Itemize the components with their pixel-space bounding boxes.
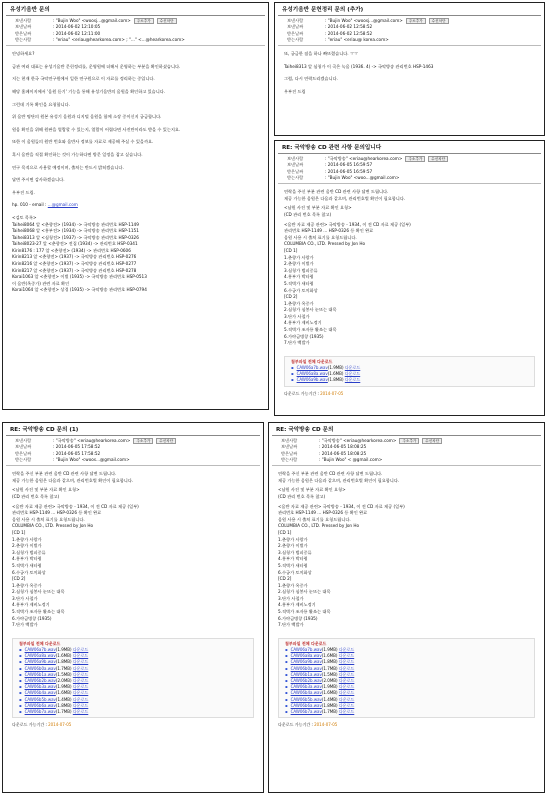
attachment-file-link[interactable]: CAW06a8a.wav [24,653,56,659]
list-item: Taihei8313 앞 <심청전> (1937) -> 국악방송 관리번호 HSP-0326 [12,234,139,240]
header-value: : "eriau" <eriau@ korea.com> [325,36,389,42]
text-line: 7.단가 백발가 [12,622,38,628]
attachment-file-link[interactable]: CAW06b5b.wav [24,696,56,702]
text-line: 1.춘향가 사랑가 [284,254,314,260]
text-line: 1.춘향가 옥중가 [278,582,308,588]
list-item: Kirin8217 앞 <춘향전> (1937) -> 국악방송 관리번호 HSP-0278 [12,267,137,273]
file-size: (1.6MB) [321,653,338,659]
download-period: 다운로드 가능기간 : 2014-07-05 [12,722,72,728]
header-label: 보낸날짜 [287,162,304,168]
text-line: 제공 가능한 음원은 다음과 같으며, 관리번호별 확인이 필요합니다. [284,195,406,201]
text-line: 4.흥부가 박타령 [284,274,314,280]
attachment-file-link[interactable]: CAW06b0a.wav [24,665,56,671]
text-line: 혹시 음반을 직접 확인하는 것이 가능하다면 방문 일정을 잡고 싶습니다. [12,151,143,157]
attachment-file-link[interactable]: CAW06a9b.wav [296,377,328,383]
attachment-box [278,638,535,718]
text-line: 2.춘향가 이별가 [284,261,314,267]
text-line: (CD 관리 번호 목록 참고) [278,493,326,499]
email-panel-reply-3 [268,422,545,793]
email-panel-reply-1 [274,140,545,416]
file-size: (1.7MB) [321,709,338,715]
download-link[interactable]: 다운로드 [72,671,89,677]
list-item: Kirin8176 : 177 앞 <춘향전> (1934) -> 관리번호 HSP-0606 [12,247,131,253]
header-label: 보낸날짜 [15,24,32,30]
text-line: 2.춘향가 이별가 [12,543,42,549]
header-value: : "국악방송" <eriau@hearkorea.com> [319,438,397,443]
file-size: (1.8MB) [55,702,72,708]
attachment-box [284,356,535,387]
text-line: Taihei8313 앞 심청가 이 곡은 녹음 (1936. 4) -> 국악방송 관리번호 HSP-1463 [284,63,434,69]
email-subject: 유성기음반 문헌정리 문의 (추가) [278,3,541,16]
attachment-file-link[interactable]: CAW06a8a.wav [296,371,328,377]
add-address-button[interactable]: 주소추가 [134,18,154,24]
header-row [15,37,259,43]
header-value: : 2014-06-05 17:58:52 [53,450,101,456]
file-size: (1.5MB) [321,671,338,677]
email-subject: RE: 국악방송 CD 문의 [272,423,541,436]
attachment-file-link[interactable]: CAW06b3a.wav [24,684,56,690]
text-line: 2.심청가 심봉사 눈뜨는 대목 [284,307,337,313]
file-size: (1.5MB) [55,671,72,677]
header-value: : 2014-06-05 16:59:57 [325,168,373,174]
list-item: Taihei8023-27 앞 <춘향전> 전집 (1934) -> 관리번호 HSP-0341 [12,241,138,247]
download-link[interactable]: 다운로드 [338,665,355,671]
file-size: (1.7MB) [55,665,72,671]
block-sender-button[interactable]: 수신차단 [157,18,177,24]
attachment-file-link[interactable]: CAW06a9b.wav [290,659,322,665]
download-link[interactable]: 다운로드 [338,678,355,684]
text-line: (CD 관리 번호 목록 참고) [12,493,60,499]
text-line: 1.춘향가 사랑가 [278,536,308,542]
email-link[interactable]: ...@gmail.com [47,202,78,208]
file-size: (1.8MB) [321,659,338,665]
text-line: 그럼, 다시 연락드리겠습니다. [284,76,338,82]
download-link[interactable]: 다운로드 [338,653,355,659]
attachment-file-link[interactable]: CAW06b7a.wav [290,709,322,715]
attachment-header: 첨부파일 전체 다운로드 [285,640,327,646]
attachment-file-link[interactable]: CAW06b4a.wav [290,690,322,696]
header-label: 받은날짜 [281,450,298,456]
text-line: 음원 사용 시 출처 표기를 요청드립니다. [278,516,351,522]
text-line: 연락을 주신 부분 관련 음반 CD 관련 사항 답변 드립니다. [12,471,117,477]
email-body [3,466,263,634]
text-line: 4.흥부가 제비노정기 [278,602,316,608]
text-line: 우부진 드림 [284,88,306,94]
file-size: (1.7MB) [321,665,338,671]
text-line: 그런데 기록 확인을 요청합니다. [12,101,70,107]
file-size: (1.8MB) [321,702,338,708]
text-line: 2.심청가 심봉사 눈뜨는 대목 [12,589,65,595]
email-panel-inquiry [2,2,269,410]
attachment-item [291,377,528,383]
text-line: 해당 홈페이지에서 '음원 듣기' 기능을 통해 유성기음반의 음원을 확인하고 있습니다. [12,88,166,94]
file-size: (1.6MB) [321,690,338,696]
text-line: 제공 가능한 음원은 다음과 같으며, 관리번호별 확인이 필요합니다. [12,477,134,483]
header-value: : 2014-06-05 18:08:25 [319,450,367,456]
attachment-file-link[interactable]: CAW06a8a.wav [290,653,322,659]
file-size: (1.9MB) [321,647,338,653]
email-subject: RE: 국악방송 CD 관련 사항 문의입니다 [278,141,541,154]
text-line: 1.춘향가 옥중가 [12,582,42,588]
text-line: COLUMBIA CO., LTD. Pressed by Jon Ho [284,241,366,247]
header-label: 보낸날짜 [281,444,298,450]
file-size: (1.6MB) [327,371,344,377]
attachment-item [19,709,247,715]
header-value: : "Bujin Woo" <woo...@gmail.com> [325,174,400,180]
download-link[interactable]: 다운로드 [72,684,89,690]
download-link[interactable]: 다운로드 [344,371,361,377]
download-link[interactable]: 다운로드 [344,365,361,371]
header-value: : 2014-06-02 12:58:52 [325,30,373,36]
text-line: 6.가야금병창 (1935) [12,615,52,621]
download-link[interactable]: 다운로드 [338,659,355,665]
header-label: 받은날짜 [15,450,32,456]
attachment-file-link[interactable]: CAW06b6a.wav [24,702,56,708]
attachment-file-link[interactable]: CAW06b2b.wav [290,678,322,684]
file-size: (1.9MB) [55,684,72,690]
file-size: (1.4MB) [55,696,72,702]
email-body [3,46,268,299]
text-line: COLUMBIA CO., LTD. Pressed by Jon Ho [278,523,360,529]
header-value: : "국악방송" <eriau@hearkorea.com> [53,438,131,443]
header-value: : 2014-06-05 16:59:57 [325,162,373,168]
text-line: 4.흥부가 제비노정기 [284,320,322,326]
text-line: 연락을 주신 부분 관련 음반 CD 관련 사항 답변 드립니다. [278,471,383,477]
file-size: (1.6MB) [55,653,72,659]
attachment-file-link[interactable]: CAW06b1a.wav [290,671,322,677]
text-line: 6.가야금병창 (1935) [278,615,318,621]
download-link[interactable]: 다운로드 [338,671,355,677]
list-item: Korai1063 앞 <춘향전> 이별 (1935) -> 국악방송 관리번호 HSP-0513 [12,274,147,280]
download-link[interactable]: 다운로드 [72,678,89,684]
header-label: 보낸사람 [15,18,32,23]
text-line: 또한 이 음원들의 원반 번호와 음반사 정보를 자료로 제공해 주실 수 있을까요. [12,139,154,145]
email-header [6,16,265,46]
attachment-file-link[interactable]: CAW06b2b.wav [24,678,56,684]
header-label: 보낸날짜 [287,24,304,30]
header-label: 받는사람 [281,456,298,462]
header-label: 보낸사람 [287,18,304,23]
block-sender-button[interactable]: 수신차단 [428,156,448,162]
download-link[interactable]: 다운로드 [338,647,355,653]
header-label: 받는사람 [287,36,304,42]
text-line: 4.흥부가 박타령 [278,556,308,562]
email-body [275,46,544,100]
list-item: Kirin8213 앞 <춘향전> (1937) -> 국악방송 관리번호 HSP-0276 [12,254,137,260]
download-link[interactable]: 다운로드 [338,696,355,702]
download-period: 다운로드 가능기간 : 2014-07-05 [284,390,344,396]
text-line: 3.심청가 범피중류 [12,549,46,555]
download-link[interactable]: 다운로드 [338,684,355,690]
download-link[interactable]: 다운로드 [72,709,89,715]
text-line: 2.춘향가 이별가 [278,543,308,549]
text-line: 관리번호 HSP-1149 ... HSP-0326 등 확인 완료 [12,510,102,516]
header-value: : "eriau" <eriau@hearkorea.com> ; "..." <...@hearkorea.com> [53,36,185,42]
text-line: 관리번호 HSP-1149 ... HSP-0326 등 확인 완료 [284,228,374,234]
header-value: : "Bujin Woo" <woosj...@gmail.com> [53,18,131,23]
attachment-file-link[interactable]: CAW06b6a.wav [290,702,322,708]
text-line: 5.적벽가 조자룡 활쏘는 대목 [12,609,65,615]
header-label: 받는사람 [287,174,304,180]
attachment-file-link[interactable]: CAW06a7b.wav [24,647,56,653]
email-header [272,436,541,466]
header-label: 받는사람 [15,456,32,462]
text-line: 안녕하세요? [12,51,35,57]
download-link[interactable]: 다운로드 [72,696,89,702]
download-link[interactable]: 다운로드 [72,702,89,708]
text-line: 7.단가 백발가 [278,622,304,628]
text-line: <남원 사진 및 부분 자료 확인 요청> [12,487,80,493]
list-item: Taihei8064 앞 <춘향전> (1934) -> 국악방송 관리번호 HSP-1149 [12,221,139,227]
file-size: (2.0MB) [55,678,72,684]
phone-text: hp. 010 - [12,202,33,208]
text-line: 음원 사용 시 출처 표기를 요청드립니다. [284,234,357,240]
text-line: 5.적벽가 새타령 [12,562,42,568]
email-header [6,436,260,466]
download-link[interactable]: 다운로드 [72,647,89,653]
attachment-header: 첨부파일 전체 다운로드 [19,640,61,646]
block-sender-button[interactable]: 수신차단 [156,438,176,444]
header-row [287,37,535,43]
text-line: 3.단가 사철가 [284,313,310,319]
header-value: : 2014-06-02 12:10:05 [53,24,101,30]
text-line: [CD 2] [284,294,298,300]
add-address-button[interactable]: 주소추가 [133,438,153,444]
text-line: (CD 관리 번호 목록 참고) [284,211,332,217]
header-row [287,175,535,181]
text-line: 4.흥부가 박타령 [12,556,42,562]
text-line: 2.심청가 심봉사 눈뜨는 대목 [278,589,331,595]
text-line: 음원 사용 시 출처 표기를 요청드립니다. [12,516,85,522]
text-line: 연락을 주신 부분 관련 음반 CD 관련 사항 답변 드립니다. [284,189,389,195]
file-size: (1.4MB) [321,696,338,702]
text-line: [CD 2] [12,576,26,582]
file-size: (1.8MB) [327,377,344,383]
attachment-box [12,638,254,718]
text-line: 7.단가 백발가 [284,340,310,346]
attachment-file-link[interactable]: CAW06a7b.wav [296,365,328,371]
header-value: : "Bujin Woo" <woos...@gmail.com> [53,456,130,462]
attachment-file-link[interactable]: CAW06b0a.wav [290,665,322,671]
text-line: 5.적벽가 새타령 [278,562,308,568]
text-line: <남원 사진 및 부분 자료 확인 요청> [284,205,352,211]
text-line: 답변 주시면 감사하겠습니다. [12,177,65,183]
header-value: : 2014-06-02 12:11:00 [53,30,101,36]
text-line: 1.춘향가 옥중가 [284,300,314,306]
download-period: 다운로드 가능기간 : 2014-07-05 [278,722,338,728]
header-label: 보낸날짜 [15,444,32,450]
attachment-file-link[interactable]: CAW06b1a.wav [24,671,56,677]
attachment-file-link[interactable]: CAW06b3a.wav [290,684,322,690]
header-value: : "국악방송" <eriau@hearkorea.com> [325,156,403,161]
text-line: 3.단가 사철가 [12,595,38,601]
text-line: <남원 사진 및 부분 자료 확인 요청> [278,487,346,493]
attachment-header: 첨부파일 전체 다운로드 [291,358,333,364]
text-line: 금관 여러 대표는 유성기음반 문헌정리를, 운영원에 더해서 운영하는 부분을 확인하셨습니다. [12,63,181,69]
text-line: [CD 1] [284,247,298,253]
add-address-button[interactable]: 주소추가 [399,438,419,444]
header-value: : 2014-06-05 18:08:25 [319,444,367,450]
download-link[interactable]: 다운로드 [338,702,355,708]
header-label: 받은날짜 [15,30,32,36]
file-size: (2.0MB) [321,678,338,684]
text-line: 5.적벽가 조자룡 활쏘는 대목 [284,327,337,333]
text-line: 4.흥부가 제비노정기 [12,602,50,608]
text-line: 3.단가 사철가 [278,595,304,601]
list-title: <검토 목록> [12,214,37,220]
text-line: 제공 가능한 음원은 다음과 같으며, 관리번호별 확인이 필요합니다. [278,477,400,483]
header-row [281,457,535,463]
text-line: 5.적벽가 새타령 [284,280,314,286]
text-line: 6.수궁가 토끼화상 [12,569,46,575]
header-row [15,457,254,463]
download-link[interactable]: 다운로드 [72,665,89,671]
text-line: <음반 자료 제공 관련> 국악방송 - 1934, 이 전 CD 자료 제공 (일부) [284,221,411,227]
file-size: (1.6MB) [55,690,72,696]
file-size: (1.9MB) [321,684,338,690]
list-item: Kirin8216 앞 <춘향전> (1937) -> 국악방송 관리번호 HSP-0277 [12,261,137,267]
block-sender-button[interactable]: 수신차단 [422,438,442,444]
text-line: [CD 2] [278,576,292,582]
add-address-button[interactable]: 주소추가 [406,18,426,24]
text-line: 관리번호 HSP-1149 ... HSP-0326 등 확인 완료 [278,510,368,516]
add-address-button[interactable]: 주소추가 [405,156,425,162]
file-size: (1.9MB) [55,647,72,653]
contact-line [12,202,259,209]
header-label: 받은날짜 [287,168,304,174]
text-line: 위 음반 명단의 원본 유성기 음원과 디지털 음원을 함께 소장 중이신지 궁금합니다. [12,114,162,120]
text-line: 우부진 드림. [12,189,35,195]
block-sender-button[interactable]: 수신차단 [429,18,449,24]
download-link[interactable]: 다운로드 [338,709,355,715]
header-label: 보낸사람 [281,438,298,443]
text-line: <음반 자료 제공 관련> 국악방송 - 1934, 이 전 CD 자료 제공 (일부) [278,503,405,509]
file-size: (1.8MB) [55,659,72,665]
download-link[interactable]: 다운로드 [344,377,361,383]
text-line: 또, 궁금한 점을 하나 빠뜨렸습니다. ㅜㅜ [284,51,359,57]
header-label: 받는사람 [15,36,32,42]
header-value: : "Bujin Woo" <woosj...@gmail.com> [325,18,403,23]
text-line: COLUMBIA CO., LTD. Pressed by Jon Ho [12,523,94,529]
text-line: 6.가야금병창 (1935) [284,333,324,339]
file-size: (1.9MB) [327,365,344,371]
header-label: 받은날짜 [287,30,304,36]
list-item: Korai1064 앞 <춘향전> 상경 (1935) -> 국악방송 관리번호 HSP-0794 [12,287,147,293]
download-link[interactable]: 다운로드 [72,653,89,659]
download-link[interactable]: 다운로드 [72,659,89,665]
email-body [275,184,544,352]
header-value: : 2014-06-02 12:58:52 [325,24,373,30]
email-subject: RE: 국악방송 CD 문의 (1) [6,423,260,436]
email-body [269,466,544,634]
download-link[interactable]: 다운로드 [72,690,89,696]
text-line: <음반 자료 제공 관련> 국악방송 - 1934, 이 전 CD 자료 제공 (일부) [12,503,139,509]
email-label: email : [32,202,48,208]
text-line: 1.춘향가 사랑가 [12,536,42,542]
text-line: 3.심청가 범피중류 [284,267,318,273]
attachment-file-link[interactable]: CAW06b4a.wav [24,690,56,696]
header-label: 보낸사람 [15,438,32,443]
text-line: 연구 목적으로 사용할 예정이며, 출처는 반드시 밝히겠습니다. [12,164,124,170]
email-header [278,154,541,184]
email-subject: 유성기음반 문의 [6,3,265,16]
text-line: 6.수궁가 토끼화상 [278,569,312,575]
header-value: : 2014-06-05 17:58:52 [53,444,101,450]
attachment-file-link[interactable]: CAW06b5b.wav [290,696,322,702]
header-label: 보낸사람 [287,156,304,161]
email-header [278,16,541,46]
attachment-file-link[interactable]: CAW06a7b.wav [290,647,322,653]
header-value: : "Bujin Woo" < @gmail.com> [319,456,383,462]
email-panel-reply-2 [2,422,264,793]
attachment-item [285,709,528,715]
list-item: 이 음반(옥중가) 관련 자료 확인 [12,280,70,286]
attachment-file-link[interactable]: CAW06a9b.wav [24,659,56,665]
text-line: 3.심청가 범피중류 [278,549,312,555]
download-link[interactable]: 다운로드 [338,690,355,696]
email-panel-followup [274,2,545,136]
text-line: 6.수궁가 토끼화상 [284,287,318,293]
text-line: 저는 현재 한국 국악연구원에서 일한 연구원으로 이 자료를 정리하는 중입니다. [12,76,155,82]
file-size: (1.7MB) [55,709,72,715]
text-line: 5.적벽가 조자룡 활쏘는 대목 [278,609,331,615]
list-item: Taihei8068 앞 <흥부전> (1934) -> 국악방송 관리번호 HSP-1151 [12,228,139,234]
attachment-file-link[interactable]: CAW06b7a.wav [24,709,56,715]
text-line: 원음 확인을 위해 원판을 열람할 수 있는지, 열람이 어렵다면 사진만이라도 받을 수 있는지요. [12,126,181,132]
text-line: [CD 1] [12,529,26,535]
text-line: [CD 1] [278,529,292,535]
